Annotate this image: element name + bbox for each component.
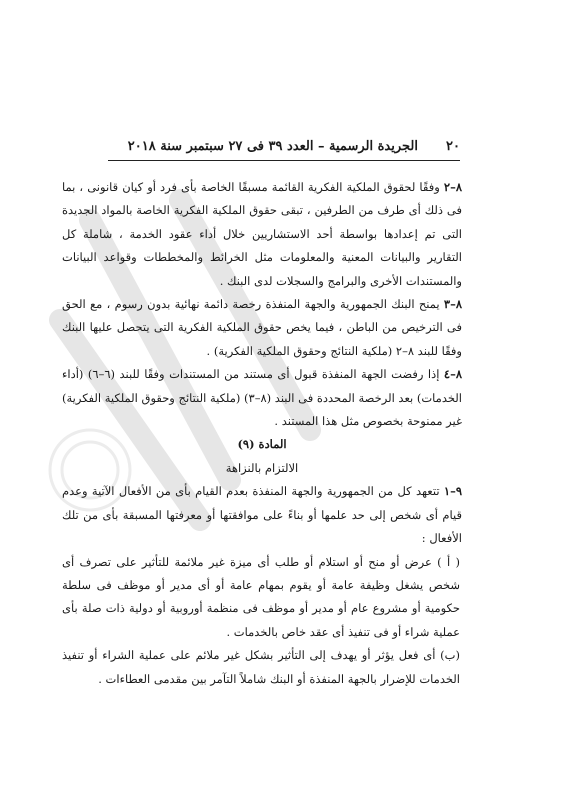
clause-8-2	[62, 176, 462, 293]
list-item-a: ( أ ) عرض أو منح أو استلام أو طلب أى ميزة غير ملائمة للتأثير على تصرف أى شخص يشغل وظيفة عامة أو يقوم بمهام عامة أو أى مدير أو موظف فى سلطة حكومية أو مشروع عام أو مدير أو موظف فى منظمة أوروبية أو دولية ذات صلة بأى عملية شراء أو فى تنفيذ أى عقد خاص بالخدمات .	[62, 554, 460, 639]
article-heading: المادة (٩)	[237, 437, 287, 452]
clause-text: وفقًا لحقوق الملكية الفكرية القائمة مسبقًا الخاصة بأى فرد أو كيان قانونى ، بما فى ذلك أى طرف من الطرفين ، تبقى حقوق الملكية الفكرية الخاصة بالمواد الجديدة التى تم إعدادها بواسطة أحد الاستشاريين خلال أداء عقود الخدمة ، شاملة كل التقارير والبيانات المعنية والمعلومات مثل الخرائط والمخططات وقواعد البيانات والمستندات الأخرى والبرامج والسجلات لدى البنك .	[62, 180, 462, 288]
clause-text: يمنح البنك الجمهورية والجهة المنفذة رخصة دائمة نهائية بدون رسوم ، مع الحق فى الترخيص من الباطن ، فيما يخص حقوق الملكية الفكرية التى يتحصل عليها البنك وفقًا للبند ٨–٢ (ملكية النتائج وحقوق الملكية الفكرية) .	[62, 297, 462, 358]
clause-9-1	[62, 480, 462, 550]
clause-number: ٨–٢	[443, 180, 462, 194]
header-rule	[108, 160, 460, 161]
clause-number: ٨–٣	[443, 297, 462, 312]
page-number: ٢٠	[446, 139, 460, 154]
list-item-b: (ب) أى فعل يؤثر أو يهدف إلى التأثير بشكل غير ملائم على عملية الشراء أو تنفيذ الخدمات للإضرار بالجهة المنفذة أو البنك شاملاً التآمر بين مقدمى العطاءات .	[62, 648, 460, 686]
document-body	[62, 176, 462, 691]
clause-8-4	[62, 363, 462, 433]
clause-8-3	[62, 293, 462, 363]
clause-text: إذا رفضت الجهة المنفذة قبول أى مستند من المستندات وفقًا للبند (٦–٦) (أداء الخدمات) بعد الرخصة المحددة فى البند (٨–٣) (ملكية النتائج وحقوق الملكية الفكرية) غير ممنوحة بخصوص مثل هذا المستند .	[62, 367, 462, 429]
gazette-title: الجريدة الرسمية – العدد ٣٩ فى ٢٧ سبتمبر سنة ٢٠١٨	[127, 139, 418, 154]
clause-text: تتعهد كل من الجمهورية والجهة المنفذة بعدم القيام بأى من الأفعال الآتية وعدم قيام أى شخص إلى حد علمها أو بناءً على موافقتها أو معرفتها المسبقة بأى من تلك الأفعال :	[62, 484, 462, 546]
article-subheading: الالتزام بالنزاهة	[225, 460, 299, 475]
clause-number: ٩–١	[443, 484, 463, 499]
clause-number: ٨–٤	[443, 367, 462, 382]
